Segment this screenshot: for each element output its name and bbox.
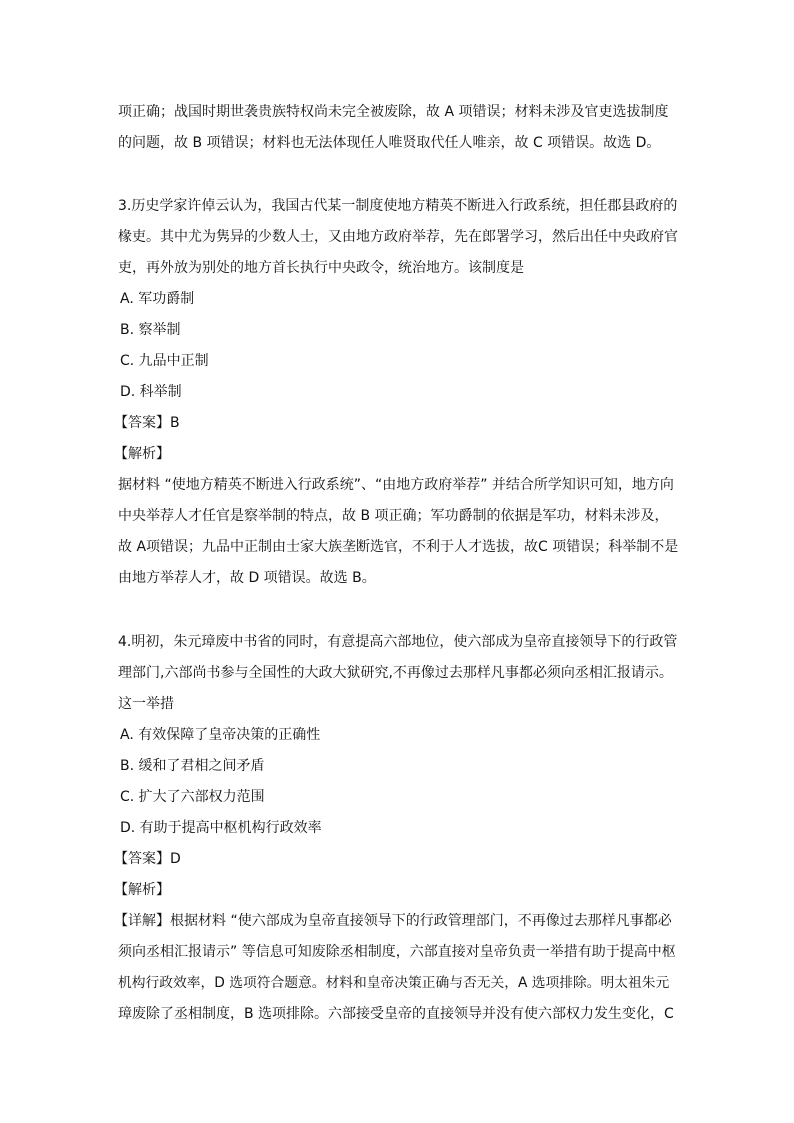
q4-option-c: C. 扩大了六部权力范围 (120, 789, 265, 805)
q4-answer: 【答案】D (114, 851, 181, 867)
q4-option-b: B. 缓和了君相之间矛盾 (120, 758, 265, 774)
continuation-line-2: 的问题，故 B 项错误；材料也无法体现任人唯贤取代任人唯亲，故 C 项错误。故选 D。 (118, 135, 661, 151)
q3-stem-line-3: 吏，再外放为别处的地方首长执行中央政令，统治地方。该制度是 (118, 260, 524, 276)
q3-analysis-label: 【解析】 (114, 446, 170, 462)
q3-stem-line-2: 椽吏。其中尤为隽异的少数人士，又由地方政府举荐，先在郎署学习，然后出任中央政府官 (118, 229, 678, 245)
q3-explanation-line-3: 故 A项错误；九品中正制由士家大族垄断选官，不利于人才选拔，故C 项错误；科举制不是 (118, 539, 679, 555)
q4-stem-line-2: 理部门,六部尚书参与全国性的大政大狱研究,不再像过去那样凡事都必须向丞相汇报请示。 (118, 665, 673, 681)
q4-stem-line-1: 4.明初，朱元璋废中书省的同时，有意提高六部地位，使六部成为皇帝直接领导下的行政管 (118, 634, 678, 650)
q3-explanation-line-4: 由地方举荐人才，故 D 项错误。故选 B。 (118, 570, 376, 586)
q3-option-c: C. 九品中正制 (120, 353, 209, 369)
q3-option-a: A. 军功爵制 (120, 291, 195, 307)
q4-stem-line-3: 这一举措 (118, 696, 174, 712)
q4-explanation-line-1: 【详解】根据材料 “使六部成为皇帝直接领导下的行政管理部门，不再像过去那样凡事都必 (114, 913, 672, 929)
q4-explanation-line-2: 须向丞相汇报请示” 等信息可知废除丞相制度，六部直接对皇帝负责一举措有助于提高中枢 (118, 944, 676, 960)
q3-answer: 【答案】B (114, 415, 180, 431)
q3-option-b: B. 察举制 (120, 322, 181, 338)
q3-explanation-line-1: 据材料 “使地方精英不断进入行政系统”、“由地方政府举荐” 并结合所学知识可知，地方向 (118, 477, 674, 493)
q4-explanation-line-3: 机构行政效率，D 选项符合题意。材料和皇帝决策正确与否无关，A 选项排除。明太祖朱元 (118, 975, 670, 991)
q3-option-d: D. 科举制 (120, 384, 182, 400)
q3-explanation-line-2: 中央举荐人才任官是察举制的特点，故 B 项正确；军功爵制的依据是军功，材料未涉及， (118, 508, 669, 524)
continuation-line-1: 项正确；战国时期世袭贵族特权尚未完全被废除，故 A 项错误；材料未涉及官吏选拔制度 (118, 104, 669, 120)
q4-option-d: D. 有助于提高中枢机构行政效率 (120, 820, 322, 836)
q4-explanation-line-4: 璋废除了丞相制度，B 选项排除。六部接受皇帝的直接领导并没有使六部权力发生变化，C (118, 1006, 674, 1022)
q3-stem-line-1: 3.历史学家许倬云认为，我国古代某一制度使地方精英不断进入行政系统，担任郡县政府的 (118, 198, 678, 214)
q4-analysis-label: 【解析】 (114, 882, 170, 898)
q4-option-a: A. 有效保障了皇帝决策的正确性 (120, 727, 321, 743)
